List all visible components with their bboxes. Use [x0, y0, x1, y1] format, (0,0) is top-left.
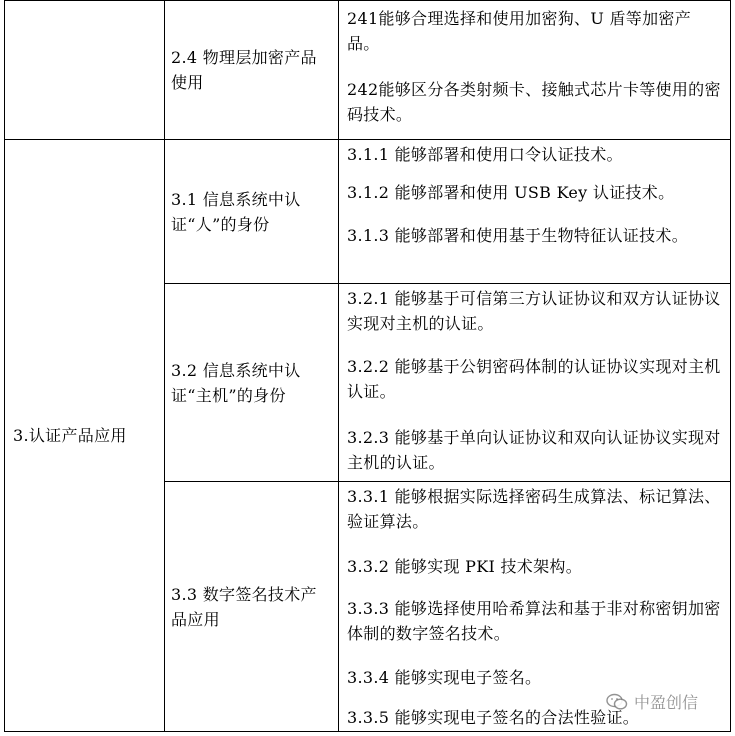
- list-item: 3.2.3 能够基于单向认证协议和双向认证协议实现对主机的认证。: [347, 428, 721, 472]
- list-item: 3.3.4 能够实现电子签名。: [347, 668, 542, 687]
- list-item: 3.3.5 能够实现电子签名的合法性验证。: [347, 708, 640, 727]
- items-cell: [339, 140, 730, 283]
- list-item: 241能够合理选择和使用加密狗、U 盾等加密产品。: [347, 9, 692, 53]
- subsection-title: 3.2 信息系统中认证“主机”的身份: [171, 360, 301, 405]
- column-divider: [164, 0, 165, 732]
- section-title: 3.认证产品应用: [13, 426, 127, 445]
- list-item: 3.3.2 能够实现 PKI 技术架构。: [347, 557, 583, 576]
- table-border-right: [730, 0, 731, 732]
- subsection-cell: [171, 284, 331, 481]
- subsection-cell: [171, 1, 331, 139]
- section-cell: [13, 140, 161, 731]
- watermark: [606, 690, 698, 713]
- list-item: 3.1.3 能够部署和使用基于生物特征认证技术。: [347, 226, 688, 245]
- subsection-title: 2.4 物理层加密产品使用: [171, 48, 317, 92]
- list-item: 3.1.1 能够部署和使用口令认证技术。: [347, 145, 623, 164]
- subsection-title: 3.1 信息系统中认证“人”的身份: [171, 189, 301, 234]
- list-item: 3.1.2 能够部署和使用 USB Key 认证技术。: [347, 183, 675, 202]
- list-item: 3.2.2 能够基于公钥密码体制的认证协议实现对主机认证。: [347, 357, 721, 401]
- list-item: 242能够区分各类射频卡、接触式芯片卡等使用的密码技术。: [347, 80, 721, 124]
- competency-table: [4, 0, 731, 732]
- subsection-cell: [171, 482, 331, 731]
- items-cell: [339, 284, 730, 481]
- subsection-title: 3.3 数字签名技术产品应用: [171, 584, 317, 629]
- subsection-cell: [171, 140, 331, 283]
- items-cell: [339, 1, 730, 139]
- wechat-icon: [606, 693, 628, 711]
- table-border-left: [4, 0, 5, 732]
- list-item: 3.2.1 能够基于可信第三方认证协议和双方认证协议实现对主机的认证。: [347, 289, 721, 333]
- list-item: 3.3.3 能够选择使用哈希算法和基于非对称密钥加密体制的数字签名技术。: [347, 599, 721, 643]
- list-item: 3.3.1 能够根据实际选择密码生成算法、标记算法、验证算法。: [347, 487, 721, 531]
- watermark-text: 中盈创信: [634, 693, 699, 712]
- table-border-bottom: [4, 731, 731, 732]
